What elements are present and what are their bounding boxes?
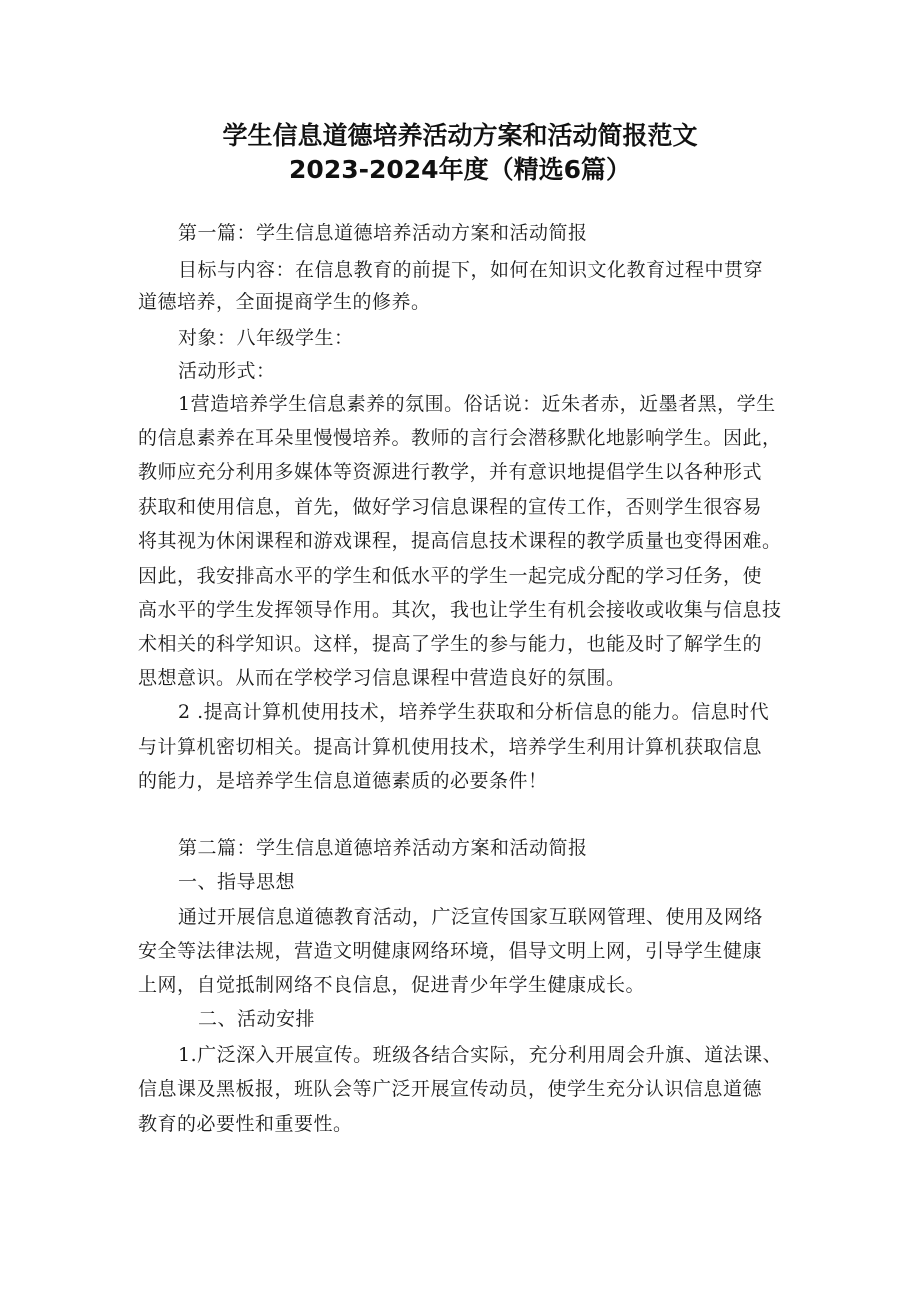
section-1-heading: 第一篇：学生信息道德培养活动方案和活动简报	[178, 222, 588, 244]
paragraph-line: 活动形式：	[178, 360, 276, 382]
paragraph-line: 与计算机密切相关。提高计算机使用技术，培养学生利用计算机获取信息	[138, 736, 763, 758]
subheading: 一、指导思想	[178, 871, 296, 893]
subheading: 二、活动安排	[198, 1008, 316, 1030]
paragraph-line: 上网，自觉抵制网络不良信息，促进青少年学生健康成长。	[138, 974, 646, 996]
document-subtitle: 2023-2024年度（精选6篇）	[289, 155, 631, 184]
paragraph-line: 教育的必要性和重要性。	[138, 1113, 353, 1135]
paragraph-line: 因此，我安排高水平的学生和低水平的学生一起完成分配的学习任务，使	[138, 565, 763, 587]
paragraph-line: 的信息素养在耳朵里慢慢培养。教师的言行会潜移默化地影响学生。因此，	[138, 427, 782, 449]
paragraph-line: 安全等法律法规，营造文明健康网络环境，倡导文明上网，引导学生健康	[138, 940, 763, 962]
paragraph-line: 思想意识。从而在学校学习信息课程中营造良好的氛围。	[138, 667, 626, 689]
section-2-heading: 第二篇：学生信息道德培养活动方案和活动简报	[178, 837, 588, 859]
paragraph-line: 对象：八年级学生：	[178, 327, 354, 349]
paragraph-line: 2 .提高计算机使用技术，培养学生获取和分析信息的能力。信息时代	[178, 701, 770, 723]
paragraph-line: 目标与内容：在信息教育的前提下，如何在知识文化教育过程中贯穿	[178, 259, 764, 281]
paragraph-line: 1营造培养学生信息素养的氛围。俗话说：近朱者赤，近墨者黑，学生	[178, 393, 776, 415]
paragraph-line: 通过开展信息道德教育活动，广泛宣传国家互联网管理、使用及网络	[178, 906, 764, 928]
paragraph-line: 高水平的学生发挥领导作用。其次，我也让学生有机会接收或收集与信息技	[138, 599, 782, 621]
paragraph-line: 教师应充分利用多媒体等资源进行教学，并有意识地提倡学生以各种形式	[138, 461, 763, 483]
paragraph-line: 术相关的科学知识。这样，提高了学生的参与能力，也能及时了解学生的	[138, 633, 763, 655]
document-title: 学生信息道德培养活动方案和活动简报范文	[222, 121, 698, 150]
paragraph-line: 1.广泛深入开展宣传。班级各结合实际，充分利用周会升旗、道法课、	[178, 1044, 783, 1066]
paragraph-line: 道德培养，全面提商学生的修养。	[138, 291, 431, 313]
paragraph-line: 获取和使用信息，首先，做好学习信息课程的宣传工作，否则学生很容易	[138, 496, 763, 518]
paragraph-line: 信息课及黑板报，班队会等广泛开展宣传动员，使学生充分认识信息道德	[138, 1078, 763, 1100]
paragraph-line: 的能力，是培养学生信息道德素质的必要条件！	[138, 770, 548, 792]
paragraph-line: 将其视为休闲课程和游戏课程，提高信息技术课程的教学质量也变得困难。	[138, 530, 782, 552]
